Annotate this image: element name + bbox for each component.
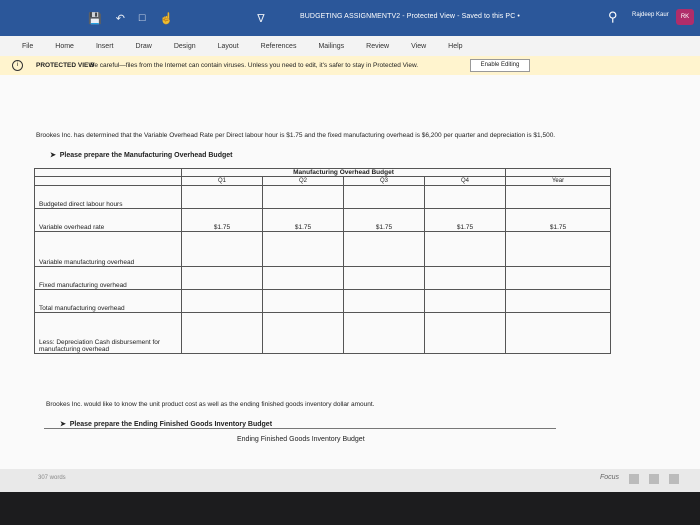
ending-inventory-title: Ending Finished Goods Inventory Budget [237, 436, 365, 443]
word-count[interactable]: 307 words [38, 475, 66, 481]
header-q1: Q1 [182, 177, 263, 186]
cell[interactable] [506, 267, 611, 290]
tab-view[interactable]: View [411, 43, 427, 50]
table-row [35, 290, 611, 313]
cell[interactable] [344, 313, 425, 354]
row-label: Variable manufacturing overhead [35, 232, 182, 267]
tab-mailings[interactable]: Mailings [318, 43, 345, 50]
table-row [35, 186, 611, 209]
cell[interactable] [506, 290, 611, 313]
header-q2: Q2 [263, 177, 344, 186]
protected-view-bar [0, 56, 700, 76]
cell[interactable]: $1.75 [263, 209, 344, 232]
tab-layout[interactable]: Layout [217, 43, 239, 50]
cell[interactable] [425, 290, 506, 313]
cell[interactable] [506, 313, 611, 354]
header-q3: Q3 [344, 177, 425, 186]
tab-review[interactable]: Review [366, 43, 390, 50]
table-row [35, 313, 611, 354]
tab-file[interactable]: File [22, 43, 34, 50]
table-row [35, 209, 611, 232]
tab-help[interactable]: Help [448, 43, 463, 50]
cell[interactable] [506, 186, 611, 209]
document-page[interactable] [0, 75, 700, 492]
cell[interactable] [182, 290, 263, 313]
cell[interactable] [506, 232, 611, 267]
customize-icon[interactable]: ∇ [257, 13, 265, 25]
table-title: Manufacturing Overhead Budget [182, 169, 506, 177]
instruction-2: ➤ Please prepare the Ending Finished Goods Inventory Budget [60, 421, 273, 428]
row-label: Budgeted direct labour hours [35, 186, 182, 209]
tab-references[interactable]: References [260, 43, 297, 50]
cell[interactable] [182, 267, 263, 290]
overhead-budget-table [34, 168, 611, 354]
table-top-border [44, 428, 556, 429]
cell[interactable] [182, 313, 263, 354]
table-row [35, 267, 611, 290]
cell[interactable] [425, 313, 506, 354]
enable-editing-button[interactable]: Enable Editing [470, 59, 530, 72]
tab-insert[interactable]: Insert [95, 43, 114, 50]
tab-design[interactable]: Design [173, 43, 196, 50]
search-icon[interactable]: ⚲ [608, 9, 618, 24]
cell[interactable] [263, 313, 344, 354]
quick-access-toolbar [88, 12, 265, 25]
new-doc-icon[interactable]: □ [138, 12, 146, 24]
row-label: Variable overhead rate [35, 209, 182, 232]
table-corner [35, 169, 182, 177]
tab-draw[interactable]: Draw [135, 43, 152, 50]
focus-button[interactable]: Focus [600, 474, 620, 481]
cell[interactable] [263, 267, 344, 290]
read-mode-icon[interactable] [629, 474, 639, 484]
tab-home[interactable]: Home [55, 43, 74, 50]
ribbon-tabs [0, 36, 700, 56]
undo-icon[interactable]: ↶ [115, 13, 125, 25]
row-label: Total manufacturing overhead [35, 290, 182, 313]
protected-view-message: Be careful—files from the Internet can contain viruses. Unless you need to edit, it's safer to stay in Protected View. [90, 62, 419, 69]
title-bar [0, 0, 700, 36]
intro-paragraph: Brookes Inc. has determined that the Variable Overhead Rate per Direct labour hour is $1.75 and the fixed manufacturing overhead is $6,200 per quarter and depreciation is $1,500. [36, 132, 556, 139]
cell[interactable]: $1.75 [506, 209, 611, 232]
touch-icon[interactable]: ☝ [159, 13, 174, 25]
cell[interactable] [425, 267, 506, 290]
cell[interactable]: $1.75 [182, 209, 263, 232]
cell[interactable] [263, 186, 344, 209]
header-year: Year [506, 177, 611, 186]
cell[interactable] [263, 290, 344, 313]
instruction-1-text: Please prepare the Manufacturing Overhead Budget [59, 152, 233, 159]
view-controls [600, 474, 679, 484]
cell[interactable] [182, 232, 263, 267]
table-row [35, 232, 611, 267]
document-title: BUDGETING ASSIGNMENTV2 - Protected View - Saved to this PC • [300, 13, 520, 20]
avatar[interactable]: RK [676, 9, 694, 25]
instruction-2-text: Please prepare the Ending Finished Goods Inventory Budget [69, 421, 273, 428]
cell[interactable] [425, 232, 506, 267]
cell[interactable] [425, 186, 506, 209]
cell[interactable] [344, 232, 425, 267]
user-name[interactable]: Rajdeep Kaur [632, 12, 669, 18]
info-icon: i [12, 60, 23, 71]
instruction-1: ➤ Please prepare the Manufacturing Overhead Budget [50, 152, 233, 159]
cell[interactable] [182, 186, 263, 209]
cell[interactable] [344, 267, 425, 290]
status-bar [0, 469, 700, 492]
cell[interactable] [263, 232, 344, 267]
web-layout-icon[interactable] [669, 474, 679, 484]
row-label: Fixed manufacturing overhead [35, 267, 182, 290]
header-blank [35, 177, 182, 186]
save-icon[interactable]: 💾 [88, 13, 102, 25]
row-label: Less: Depreciation Cash disbursement for manufacturing overhead [35, 313, 182, 354]
header-q4: Q4 [425, 177, 506, 186]
inventory-paragraph: Brookes Inc. would like to know the unit product cost as well as the ending finished goods inventory dollar amount. [46, 401, 375, 408]
cell[interactable]: $1.75 [425, 209, 506, 232]
table-title-blank [506, 169, 611, 177]
protected-view-label: PROTECTED VIEW [36, 62, 95, 69]
cell[interactable] [344, 186, 425, 209]
cell[interactable] [344, 290, 425, 313]
print-layout-icon[interactable] [649, 474, 659, 484]
cell[interactable]: $1.75 [344, 209, 425, 232]
